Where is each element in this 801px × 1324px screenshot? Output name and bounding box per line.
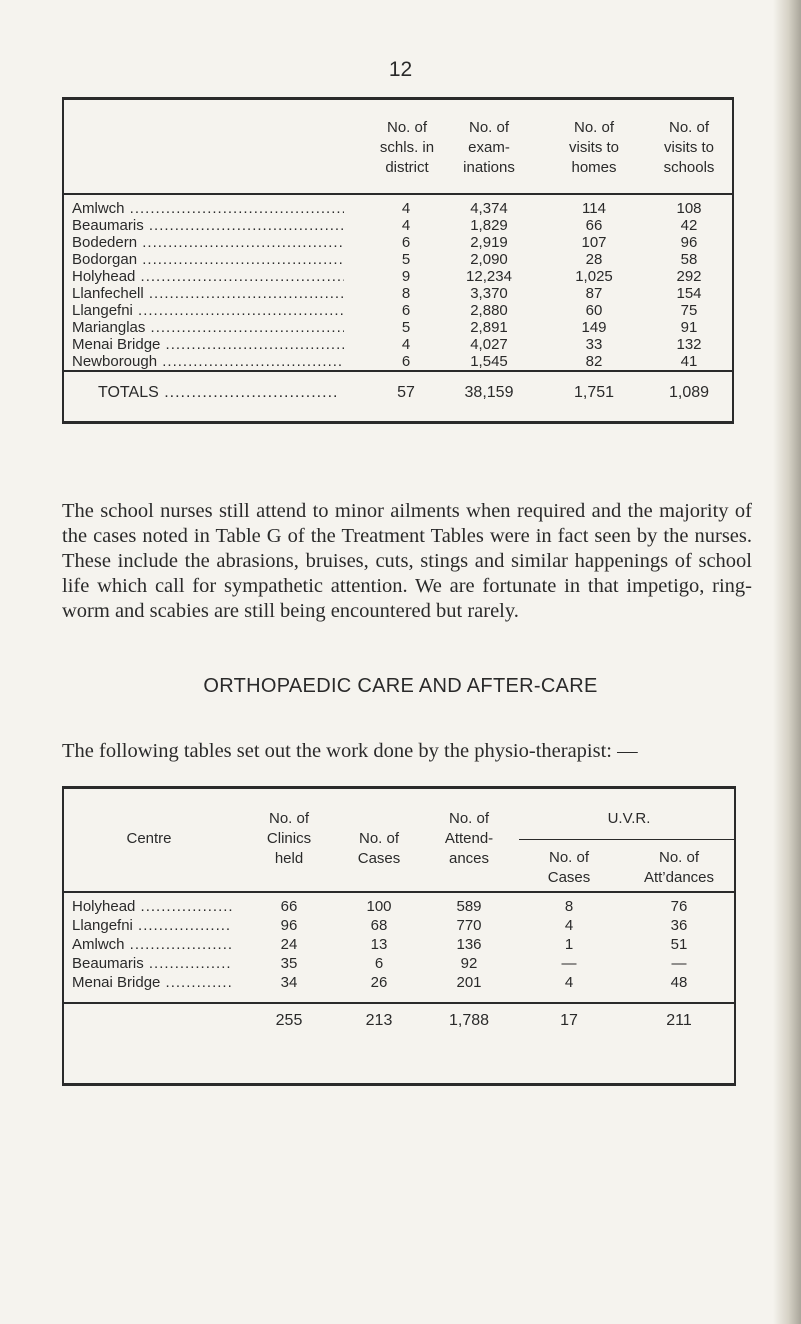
totals-row [64,383,732,403]
page-number: 12 [388,58,413,81]
total-cases: 213 [365,1012,393,1029]
cell-uvr-att: 36 [670,917,688,934]
cell-visits: 132 [676,336,702,353]
row-name: Beaumaris ..... [72,954,232,973]
physiotherapist-intro: The following tables set out the work done by the physio-therapist: — [62,739,638,762]
cell-visits: 91 [680,319,698,336]
row-name: Menai Bridge ..... [72,336,344,353]
cell-exams: 3,370 [470,285,508,302]
row-name: Amlwch ..... [72,935,232,954]
total-schools: 57 [397,384,415,401]
header-uvr: U.V.R. [607,810,651,827]
totals-rule [64,370,732,372]
table-row [64,897,734,916]
cell-homes: 66 [585,217,603,234]
header-attendances: No. of Attend- ances [444,810,494,867]
cell-homes: 1,025 [575,268,613,285]
total-attendances: 1,788 [448,1012,490,1029]
header-cases: No. of Cases [357,830,401,867]
table-row [64,200,732,217]
header-school-visits: No. of visits to schools [663,119,715,176]
cell-clinics: 66 [280,898,298,915]
cell-homes: 87 [585,285,603,302]
cell-homes: 60 [585,302,603,319]
totals-rule [64,1002,734,1004]
cell-clinics: 35 [280,955,298,972]
row-name: Bodorgan ..... [72,251,344,268]
row-name: Llangefni ..... [72,302,344,319]
cell-homes: 114 [582,200,606,217]
header-schools: No. of schls. in district [379,119,435,176]
cell-attendances: 201 [456,974,482,991]
header-rule [64,891,734,893]
header-uvr-cases: No. of Cases [547,849,591,886]
totals-row [64,1011,734,1031]
cell-exams: 4,027 [470,336,508,353]
section-heading: ORTHOPAEDIC CARE AND AFTER-CARE [203,675,598,697]
cell-schools: 5 [401,251,411,268]
cell-uvr-cases: 1 [564,936,574,953]
table-row [64,319,732,336]
cell-uvr-att: — [671,955,687,972]
cell-clinics: 24 [280,936,298,953]
table-row [64,954,734,973]
table-body [64,200,732,370]
cell-cases: 6 [374,955,384,972]
cell-visits: 58 [680,251,698,268]
cell-cases: 26 [370,974,388,991]
cell-cases: 68 [370,917,388,934]
cell-visits: 96 [680,234,698,251]
cell-exams: 2,891 [470,319,508,336]
cell-exams: 1,545 [470,353,508,370]
total-uvr-attendances: 211 [666,1012,692,1029]
total-visits: 1,089 [668,384,710,401]
row-name: Bodedern ..... [72,234,344,251]
cell-uvr-cases: 4 [564,974,574,991]
table-row [64,234,732,251]
header-examinations: No. of exam- inations [463,119,515,176]
table-row [64,268,732,285]
cell-visits: 154 [676,285,702,302]
cell-schools: 6 [401,302,411,319]
table-row [64,353,732,370]
table-row [64,285,732,302]
cell-attendances: 92 [460,955,478,972]
header-home-visits: No. of visits to homes [568,119,619,176]
cell-clinics: 34 [280,974,298,991]
row-name: Menai Bridge ..... [72,973,232,992]
cell-cases: 100 [366,898,392,915]
cell-visits: 108 [676,200,702,217]
total-clinics: 255 [275,1012,303,1029]
cell-visits: 41 [680,353,698,370]
cell-exams: 12,234 [466,268,512,285]
cell-homes: 82 [585,353,603,370]
cell-uvr-att: 76 [670,898,688,915]
cell-uvr-cases: — [561,955,577,972]
nurses-paragraph: The school nurses still attend to minor ailments when required and the majority of the cases noted in Table G of the Treatment Tables were in fact seen by the nurses. These include the abrasions, bruises, cuts, stings and similar happenings of school life which call for sympathetic attention. We are fortunate in that impetigo, ring-worm and scabies are still being encountered but rarely. [62,499,752,622]
total-homes: 1,751 [573,384,615,401]
table-row [64,336,732,353]
cell-exams: 1,829 [470,217,508,234]
table-row [64,217,732,234]
header-centre: Centre [126,830,172,847]
total-uvr-cases: 17 [560,1012,578,1029]
cell-schools: 4 [401,200,411,217]
cell-attendances: 770 [456,917,482,934]
row-name: Holyhead ..... [72,268,344,285]
table-row [64,302,732,319]
cell-homes: 33 [585,336,603,353]
cell-attendances: 589 [456,898,482,915]
cell-exams: 4,374 [470,200,508,217]
cell-schools: 6 [401,234,411,251]
cell-schools: 5 [401,319,411,336]
row-name: Beaumaris ..... [72,217,344,234]
orthopaedic-table [62,786,736,1086]
row-name: Newborough ..... [72,353,344,370]
row-name: Holyhead ..... [72,897,232,916]
cell-homes: 28 [585,251,603,268]
table-row [64,916,734,935]
header-clinics: No. of Clinics held [266,810,312,867]
table-row [64,973,734,992]
table-body [64,897,734,992]
row-name: Llanfechell ..... [72,285,344,302]
cell-uvr-att: 48 [670,974,688,991]
school-nursing-table [62,97,734,424]
cell-uvr-cases: 8 [564,898,574,915]
cell-schools: 8 [401,285,411,302]
cell-attendances: 136 [456,936,482,953]
page-edge-shadow [773,0,801,1324]
cell-schools: 4 [401,217,411,234]
cell-homes: 107 [581,234,607,251]
totals-label: TOTALS ..... [98,383,338,403]
cell-uvr-att: 51 [670,936,688,953]
header-uvr-attendances: No. of Att’dances [643,849,715,886]
cell-visits: 42 [680,217,698,234]
cell-uvr-cases: 4 [564,917,574,934]
cell-cases: 13 [370,936,388,953]
row-name: Marianglas ..... [72,319,344,336]
row-name: Amlwch ..... [72,200,344,217]
cell-exams: 2,090 [470,251,508,268]
cell-visits: 292 [676,268,702,285]
cell-visits: 75 [680,302,698,319]
header-rule [64,193,732,195]
table-row [64,935,734,954]
cell-exams: 2,880 [470,302,508,319]
total-exams: 38,159 [464,384,514,401]
cell-schools: 9 [401,268,411,285]
cell-homes: 149 [581,319,607,336]
cell-exams: 2,919 [470,234,508,251]
cell-clinics: 96 [280,917,298,934]
cell-schools: 4 [401,336,411,353]
row-name: Llangefni ..... [72,916,232,935]
table-row [64,251,732,268]
uvr-header-rule [519,839,734,840]
cell-schools: 6 [401,353,411,370]
